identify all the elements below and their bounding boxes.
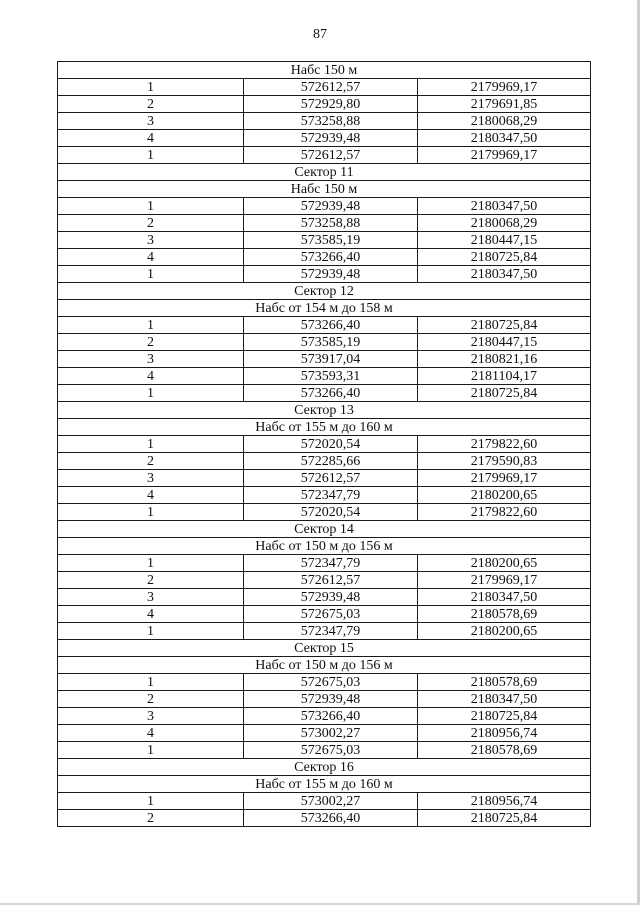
table-row xyxy=(58,79,591,96)
point-number-cell: 1 xyxy=(58,674,244,691)
table-row xyxy=(58,589,591,606)
y-coordinate-cell: 2179969,17 xyxy=(418,572,591,589)
coordinates-table-body xyxy=(58,62,591,827)
section-header-cell: Сектор 14 xyxy=(58,521,591,538)
x-coordinate-cell: 573593,31 xyxy=(244,368,418,385)
section-header-row xyxy=(58,759,591,776)
table-row xyxy=(58,385,591,402)
section-header-row xyxy=(58,283,591,300)
point-number-cell: 1 xyxy=(58,436,244,453)
x-coordinate-cell: 573002,27 xyxy=(244,793,418,810)
table-row xyxy=(58,810,591,827)
y-coordinate-cell: 2180200,65 xyxy=(418,623,591,640)
y-coordinate-cell: 2180578,69 xyxy=(418,674,591,691)
section-header-cell: Сектор 16 xyxy=(58,759,591,776)
y-coordinate-cell: 2180578,69 xyxy=(418,742,591,759)
y-coordinate-cell: 2180347,50 xyxy=(418,691,591,708)
table-row xyxy=(58,691,591,708)
section-header-cell: Сектор 11 xyxy=(58,164,591,181)
point-number-cell: 3 xyxy=(58,708,244,725)
x-coordinate-cell: 573266,40 xyxy=(244,810,418,827)
x-coordinate-cell: 572675,03 xyxy=(244,606,418,623)
y-coordinate-cell: 2179969,17 xyxy=(418,470,591,487)
y-coordinate-cell: 2180347,50 xyxy=(418,266,591,283)
x-coordinate-cell: 572929,80 xyxy=(244,96,418,113)
table-row xyxy=(58,215,591,232)
x-coordinate-cell: 573258,88 xyxy=(244,113,418,130)
section-header-row xyxy=(58,776,591,793)
y-coordinate-cell: 2180956,74 xyxy=(418,793,591,810)
section-header-row xyxy=(58,62,591,79)
x-coordinate-cell: 573585,19 xyxy=(244,232,418,249)
point-number-cell: 2 xyxy=(58,215,244,232)
point-number-cell: 2 xyxy=(58,691,244,708)
section-header-cell: Сектор 15 xyxy=(58,640,591,657)
point-number-cell: 1 xyxy=(58,623,244,640)
point-number-cell: 4 xyxy=(58,130,244,147)
table-row xyxy=(58,708,591,725)
y-coordinate-cell: 2179822,60 xyxy=(418,436,591,453)
table-row xyxy=(58,249,591,266)
section-header-row xyxy=(58,419,591,436)
table-row xyxy=(58,130,591,147)
point-number-cell: 2 xyxy=(58,572,244,589)
y-coordinate-cell: 2181104,17 xyxy=(418,368,591,385)
point-number-cell: 1 xyxy=(58,742,244,759)
point-number-cell: 1 xyxy=(58,504,244,521)
y-coordinate-cell: 2180347,50 xyxy=(418,589,591,606)
x-coordinate-cell: 573266,40 xyxy=(244,249,418,266)
section-header-cell: Набс 150 м xyxy=(58,181,591,198)
table-row xyxy=(58,572,591,589)
section-header-cell: Набс от 155 м до 160 м xyxy=(58,419,591,436)
y-coordinate-cell: 2180956,74 xyxy=(418,725,591,742)
point-number-cell: 1 xyxy=(58,793,244,810)
point-number-cell: 3 xyxy=(58,470,244,487)
point-number-cell: 1 xyxy=(58,198,244,215)
point-number-cell: 4 xyxy=(58,606,244,623)
y-coordinate-cell: 2180200,65 xyxy=(418,487,591,504)
y-coordinate-cell: 2179822,60 xyxy=(418,504,591,521)
section-header-cell: Сектор 13 xyxy=(58,402,591,419)
x-coordinate-cell: 572939,48 xyxy=(244,198,418,215)
y-coordinate-cell: 2179969,17 xyxy=(418,79,591,96)
x-coordinate-cell: 572347,79 xyxy=(244,487,418,504)
x-coordinate-cell: 572020,54 xyxy=(244,504,418,521)
x-coordinate-cell: 572939,48 xyxy=(244,589,418,606)
y-coordinate-cell: 2180725,84 xyxy=(418,385,591,402)
y-coordinate-cell: 2180725,84 xyxy=(418,249,591,266)
point-number-cell: 1 xyxy=(58,385,244,402)
table-row xyxy=(58,232,591,249)
y-coordinate-cell: 2179969,17 xyxy=(418,147,591,164)
y-coordinate-cell: 2180725,84 xyxy=(418,708,591,725)
x-coordinate-cell: 573585,19 xyxy=(244,334,418,351)
point-number-cell: 3 xyxy=(58,232,244,249)
y-coordinate-cell: 2179691,85 xyxy=(418,96,591,113)
x-coordinate-cell: 572612,57 xyxy=(244,79,418,96)
table-row xyxy=(58,470,591,487)
x-coordinate-cell: 572612,57 xyxy=(244,147,418,164)
table-row xyxy=(58,198,591,215)
y-coordinate-cell: 2180821,16 xyxy=(418,351,591,368)
y-coordinate-cell: 2180578,69 xyxy=(418,606,591,623)
table-row xyxy=(58,793,591,810)
table-row xyxy=(58,113,591,130)
table-row xyxy=(58,351,591,368)
section-header-row xyxy=(58,640,591,657)
coordinates-table xyxy=(57,61,591,827)
x-coordinate-cell: 573266,40 xyxy=(244,708,418,725)
x-coordinate-cell: 572347,79 xyxy=(244,623,418,640)
y-coordinate-cell: 2180725,84 xyxy=(418,317,591,334)
table-row xyxy=(58,606,591,623)
point-number-cell: 1 xyxy=(58,79,244,96)
point-number-cell: 3 xyxy=(58,589,244,606)
table-row xyxy=(58,487,591,504)
x-coordinate-cell: 573002,27 xyxy=(244,725,418,742)
x-coordinate-cell: 572347,79 xyxy=(244,555,418,572)
point-number-cell: 2 xyxy=(58,96,244,113)
y-coordinate-cell: 2179590,83 xyxy=(418,453,591,470)
table-row xyxy=(58,504,591,521)
section-header-row xyxy=(58,164,591,181)
y-coordinate-cell: 2180447,15 xyxy=(418,232,591,249)
x-coordinate-cell: 572612,57 xyxy=(244,572,418,589)
table-row xyxy=(58,317,591,334)
table-row xyxy=(58,147,591,164)
x-coordinate-cell: 573266,40 xyxy=(244,385,418,402)
point-number-cell: 1 xyxy=(58,317,244,334)
table-row xyxy=(58,725,591,742)
y-coordinate-cell: 2180200,65 xyxy=(418,555,591,572)
y-coordinate-cell: 2180347,50 xyxy=(418,198,591,215)
table-row xyxy=(58,453,591,470)
point-number-cell: 2 xyxy=(58,810,244,827)
x-coordinate-cell: 572675,03 xyxy=(244,674,418,691)
table-row xyxy=(58,266,591,283)
section-header-row xyxy=(58,521,591,538)
point-number-cell: 4 xyxy=(58,249,244,266)
section-header-cell: Набс от 150 м до 156 м xyxy=(58,657,591,674)
x-coordinate-cell: 572939,48 xyxy=(244,691,418,708)
y-coordinate-cell: 2180068,29 xyxy=(418,215,591,232)
page-number: 87 xyxy=(313,27,327,42)
section-header-cell: Сектор 12 xyxy=(58,283,591,300)
section-header-cell: Набс от 150 м до 156 м xyxy=(58,538,591,555)
x-coordinate-cell: 572939,48 xyxy=(244,266,418,283)
x-coordinate-cell: 573917,04 xyxy=(244,351,418,368)
section-header-row xyxy=(58,181,591,198)
x-coordinate-cell: 572020,54 xyxy=(244,436,418,453)
y-coordinate-cell: 2180725,84 xyxy=(418,810,591,827)
y-coordinate-cell: 2180347,50 xyxy=(418,130,591,147)
section-header-row xyxy=(58,538,591,555)
point-number-cell: 4 xyxy=(58,487,244,504)
point-number-cell: 1 xyxy=(58,555,244,572)
x-coordinate-cell: 572612,57 xyxy=(244,470,418,487)
x-coordinate-cell: 573258,88 xyxy=(244,215,418,232)
y-coordinate-cell: 2180447,15 xyxy=(418,334,591,351)
y-coordinate-cell: 2180068,29 xyxy=(418,113,591,130)
section-header-row xyxy=(58,300,591,317)
point-number-cell: 1 xyxy=(58,147,244,164)
table-row xyxy=(58,555,591,572)
point-number-cell: 3 xyxy=(58,113,244,130)
x-coordinate-cell: 572939,48 xyxy=(244,130,418,147)
section-header-cell: Набс от 155 м до 160 м xyxy=(58,776,591,793)
point-number-cell: 2 xyxy=(58,334,244,351)
point-number-cell: 1 xyxy=(58,266,244,283)
table-row xyxy=(58,96,591,113)
x-coordinate-cell: 572675,03 xyxy=(244,742,418,759)
table-row xyxy=(58,623,591,640)
point-number-cell: 2 xyxy=(58,453,244,470)
table-row xyxy=(58,334,591,351)
section-header-row xyxy=(58,657,591,674)
table-row xyxy=(58,674,591,691)
point-number-cell: 3 xyxy=(58,351,244,368)
x-coordinate-cell: 572285,66 xyxy=(244,453,418,470)
section-header-row xyxy=(58,402,591,419)
table-row xyxy=(58,742,591,759)
table-row xyxy=(58,368,591,385)
table-row xyxy=(58,436,591,453)
x-coordinate-cell: 573266,40 xyxy=(244,317,418,334)
section-header-cell: Набс от 154 м до 158 м xyxy=(58,300,591,317)
point-number-cell: 4 xyxy=(58,368,244,385)
point-number-cell: 4 xyxy=(58,725,244,742)
section-header-cell: Набс 150 м xyxy=(58,62,591,79)
